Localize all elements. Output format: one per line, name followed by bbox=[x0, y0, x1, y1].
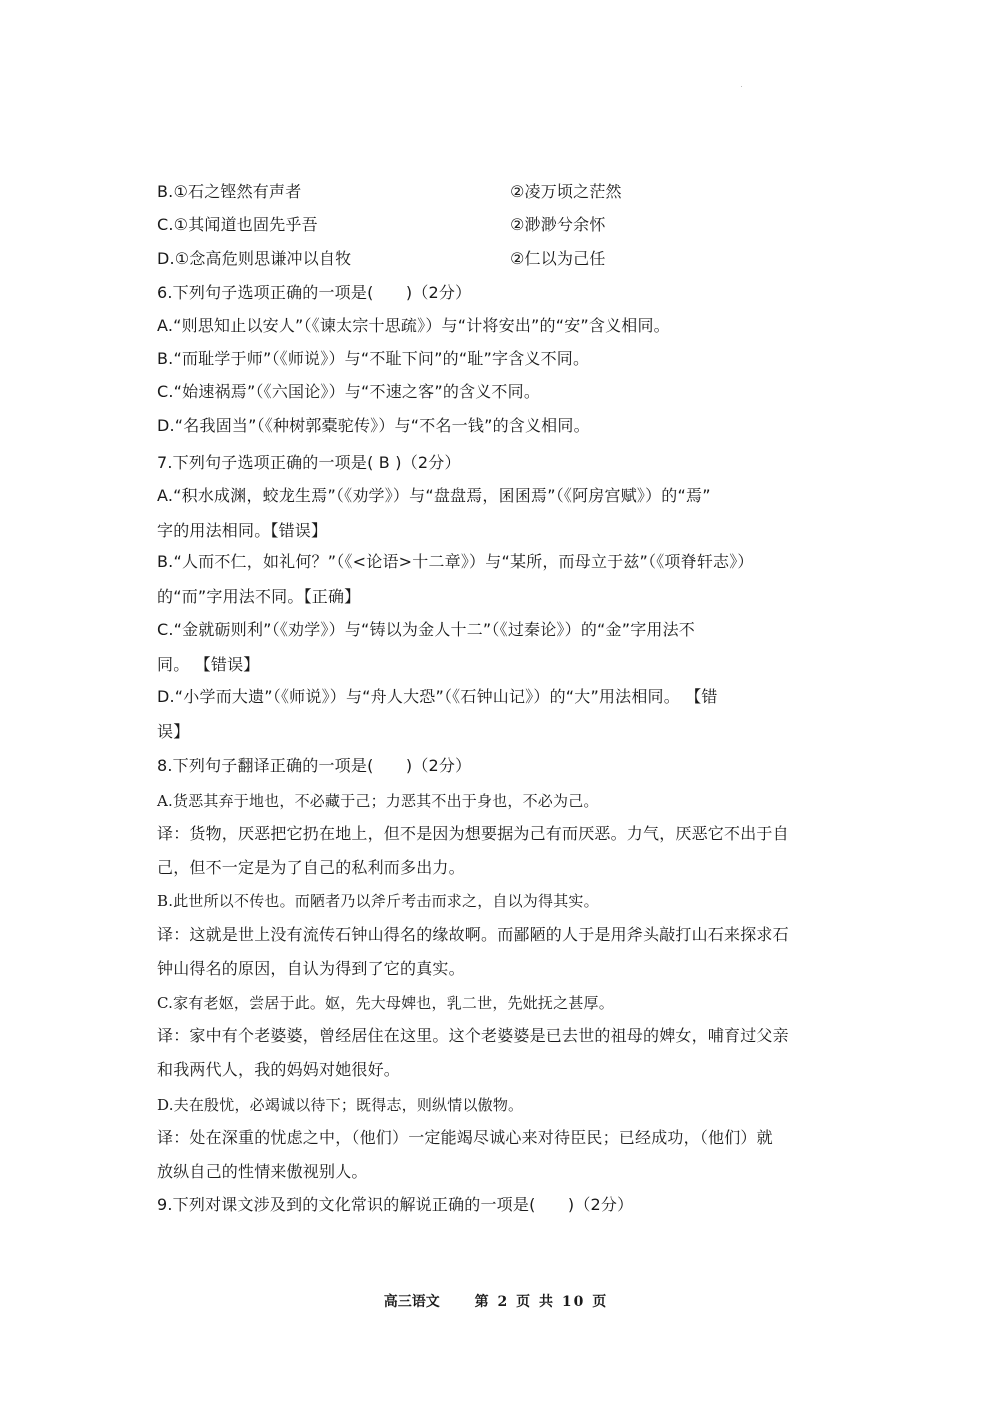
q5-option-b-right: ②凌万顷之茫然 bbox=[510, 182, 622, 201]
q7-option-d-line1: D.“小学而大遗”（《师说》）与“舟人大恐”（《石钟山记》）的“大”用法相同。 【错 bbox=[157, 687, 718, 706]
q5-option-b bbox=[157, 181, 847, 203]
q6-option-a: A.“则思知止以安人”（《谏太宗十思疏》）与“计将安出”的“安”含义相同。 bbox=[157, 316, 670, 335]
scan-speck bbox=[741, 86, 742, 87]
q7-stem: 7.下列句子选项正确的一项是( B )（2分） bbox=[157, 453, 461, 472]
q7-option-a-line1: A.“积水成渊，蛟龙生焉”（《劝学》）与“盘盘焉，囷囷焉”（《阿房宫赋》）的“焉” bbox=[157, 486, 711, 505]
q6-stem: 6.下列句子选项正确的一项是( )（2分） bbox=[157, 283, 472, 302]
footer-subject: 高三语文 bbox=[383, 1294, 440, 1310]
q8-option-d-translation-line1: 译：处在深重的忧虑之中，（他们）一定能竭尽诚心来对待臣民；已经成功，（他们）就 bbox=[157, 1128, 773, 1147]
q7-option-b-line2: 的“而”字用法不同。【正确】 bbox=[157, 587, 361, 606]
q8-option-a-text: A.货恶其弃于地也，不必藏于己；力恶其不出于身也，不必为己。 bbox=[157, 792, 599, 810]
q8-option-b-translation-line1: 译：这就是世上没有流传石钟山得名的缘故啊。而鄙陋的人于是用斧头敲打山石来探求石 bbox=[157, 925, 789, 944]
q6-option-d: D.“名我固当”（《种树郭橐驼传》）与“不名一钱”的含义相同。 bbox=[157, 416, 590, 435]
q6-option-c: C.“始速祸焉”（《六国论》）与“不速之客”的含义不同。 bbox=[157, 382, 541, 401]
q7-option-a-line2: 字的用法相同。【错误】 bbox=[157, 521, 328, 540]
q6-option-b: B.“而耻学于师”（《师说》）与“不耻下问”的“耻”字含义不同。 bbox=[157, 349, 590, 368]
q8-option-d-text: D.夫在殷忧，必竭诚以待下；既得志，则纵情以傲物。 bbox=[157, 1096, 524, 1114]
q8-option-a-translation-line2: 己，但不一定是为了自己的私利而多出力。 bbox=[157, 858, 465, 877]
q9-stem: 9.下列对课文涉及到的文化常识的解说正确的一项是( )（2分） bbox=[157, 1195, 634, 1214]
q5-option-d bbox=[157, 248, 847, 270]
q8-stem: 8.下列句子翻译正确的一项是( )（2分） bbox=[157, 756, 472, 775]
q5-option-b-left: B.①石之铿然有声者 bbox=[157, 182, 302, 201]
q5-option-c-left: C.①其闻道也固先乎吾 bbox=[157, 215, 318, 234]
q8-option-c-translation-line2: 和我两代人，我的妈妈对她很好。 bbox=[157, 1060, 401, 1079]
q8-option-a-translation-line1: 译：货物，厌恶把它扔在地上，但不是因为想要据为己有而厌恶。力气，厌恶它不出于自 bbox=[157, 824, 789, 843]
q7-option-c-line2: 同。 【错误】 bbox=[157, 655, 260, 674]
q5-option-d-left: D.①念高危则思谦冲以自牧 bbox=[157, 249, 352, 268]
q5-option-c-right: ②渺渺兮余怀 bbox=[510, 215, 606, 234]
q7-option-d-line2: 误】 bbox=[157, 722, 190, 741]
footer-page-number: 第 2 页 共 10 页 bbox=[474, 1294, 609, 1310]
q5-option-c bbox=[157, 214, 847, 236]
page-footer bbox=[0, 1293, 992, 1311]
q8-option-b-translation-line2: 钟山得名的原因，自认为得到了它的真实。 bbox=[157, 959, 465, 978]
q8-option-c-translation-line1: 译：家中有个老婆婆，曾经居住在这里。这个老婆婆是已去世的祖母的婢女，哺育过父亲 bbox=[157, 1026, 789, 1045]
q7-option-b-line1: B.“人而不仁，如礼何？”（《<论语>十二章》）与“某所，而母立于兹”（《项脊轩志》） bbox=[157, 552, 754, 571]
q5-option-d-right: ②仁以为己任 bbox=[510, 249, 606, 268]
q8-option-c-text: C.家有老妪，尝居于此。妪，先大母婢也，乳二世，先妣抚之甚厚。 bbox=[157, 994, 614, 1012]
q8-option-d-translation-line2: 放纵自己的性情来傲视别人。 bbox=[157, 1162, 368, 1181]
q8-option-b-text: B.此世所以不传也。而陋者乃以斧斤考击而求之，自以为得其实。 bbox=[157, 892, 599, 910]
q7-option-c-line1: C.“金就砺则利”（《劝学》）与“铸以为金人十二”（《过秦论》）的“金”字用法不 bbox=[157, 620, 695, 639]
